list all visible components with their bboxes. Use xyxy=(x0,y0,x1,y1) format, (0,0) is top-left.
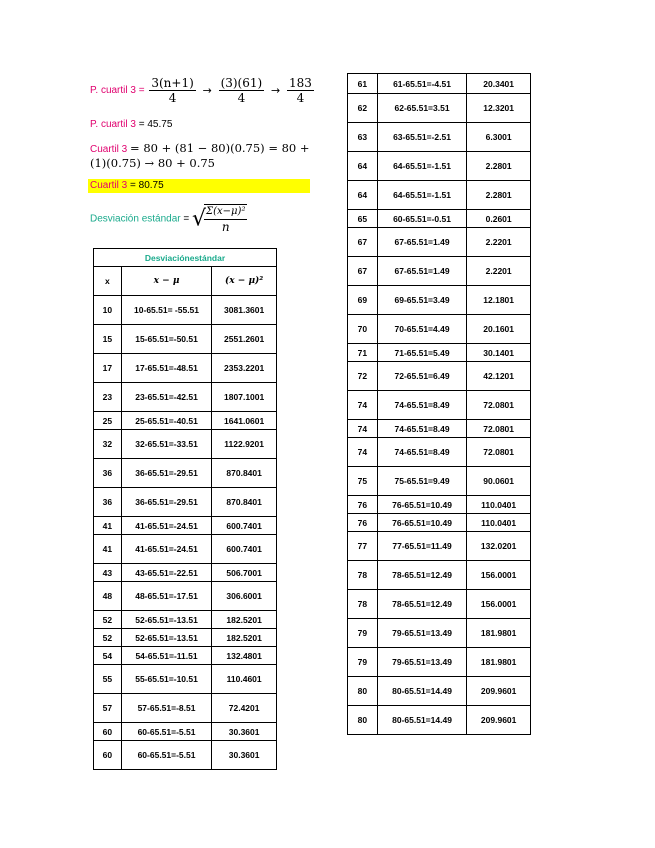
squared-cell: 1641.0601 xyxy=(212,412,277,430)
squared-cell: 72.0801 xyxy=(467,391,531,420)
difference-cell: 36-65.51=-29.51 xyxy=(121,459,212,488)
x-cell: 60 xyxy=(94,741,122,770)
difference-cell: 60-65.51=-0.51 xyxy=(377,210,467,228)
table-row xyxy=(348,315,531,344)
difference-cell: 25-65.51=-40.51 xyxy=(121,412,212,430)
table-row xyxy=(348,152,531,181)
difference-cell: 41-65.51=-24.51 xyxy=(121,535,212,564)
x-cell: 25 xyxy=(94,412,122,430)
cuartil-calc-line1: = 80 + (81 − 80)(0.75) = 80 + xyxy=(130,141,310,155)
fraction-2-denominator: 4 xyxy=(237,91,246,105)
difference-cell: 79-65.51=13.49 xyxy=(377,648,467,677)
table-row xyxy=(94,564,277,582)
difference-cell: 74-65.51=8.49 xyxy=(377,420,467,438)
squared-cell: 20.3401 xyxy=(467,74,531,94)
difference-cell: 76-65.51=10.49 xyxy=(377,496,467,514)
fraction-1-denominator: 4 xyxy=(168,91,177,105)
squared-cell: 110.0401 xyxy=(467,496,531,514)
table-row xyxy=(348,257,531,286)
table-row xyxy=(348,344,531,362)
squared-cell: 30.3601 xyxy=(212,741,277,770)
difference-cell: 10-65.51= -55.51 xyxy=(121,296,212,325)
sqrt-numerator: Σ(x−μ)² xyxy=(204,205,247,220)
difference-cell: 63-65.51=-2.51 xyxy=(377,123,467,152)
sqrt-icon: √ xyxy=(192,206,207,232)
x-cell: 52 xyxy=(94,629,122,647)
x-cell: 74 xyxy=(348,420,378,438)
difference-cell: 54-65.51=-11.51 xyxy=(121,647,212,665)
squared-cell: 182.5201 xyxy=(212,611,277,629)
squared-cell: 2.2801 xyxy=(467,152,531,181)
x-cell: 61 xyxy=(348,74,378,94)
squared-cell: 156.0001 xyxy=(467,561,531,590)
table-row xyxy=(94,535,277,564)
x-cell: 62 xyxy=(348,94,378,123)
x-cell: 36 xyxy=(94,488,122,517)
table-row xyxy=(94,488,277,517)
difference-cell: 48-65.51=-17.51 xyxy=(121,582,212,611)
table-row xyxy=(348,228,531,257)
squared-cell: 132.0201 xyxy=(467,532,531,561)
squared-cell: 306.6001 xyxy=(212,582,277,611)
x-cell: 72 xyxy=(348,362,378,391)
fraction-3-numerator: 183 xyxy=(288,76,312,90)
table-row xyxy=(348,706,531,735)
cuartil-position-value: = 45.75 xyxy=(138,119,173,130)
x-cell: 76 xyxy=(348,514,378,532)
difference-cell: 36-65.51=-29.51 xyxy=(121,488,212,517)
table-row xyxy=(94,665,277,694)
x-cell: 15 xyxy=(94,325,122,354)
squared-cell: 181.9801 xyxy=(467,648,531,677)
difference-cell: 77-65.51=11.49 xyxy=(377,532,467,561)
squared-cell: 42.1201 xyxy=(467,362,531,391)
x-cell: 54 xyxy=(94,647,122,665)
difference-cell: 67-65.51=1.49 xyxy=(377,228,467,257)
squared-cell: 156.0001 xyxy=(467,590,531,619)
table-row xyxy=(348,438,531,467)
x-cell: 48 xyxy=(94,582,122,611)
table-row xyxy=(348,467,531,496)
squared-cell: 1122.9201 xyxy=(212,430,277,459)
table-row xyxy=(348,648,531,677)
x-cell: 74 xyxy=(348,391,378,420)
x-cell: 55 xyxy=(94,665,122,694)
squared-cell: 0.2601 xyxy=(467,210,531,228)
difference-cell: 62-65.51=3.51 xyxy=(377,94,467,123)
x-cell: 79 xyxy=(348,648,378,677)
squared-cell: 506.7001 xyxy=(212,564,277,582)
difference-cell: 67-65.51=1.49 xyxy=(377,257,467,286)
x-cell: 60 xyxy=(94,723,122,741)
x-cell: 80 xyxy=(348,706,378,735)
cuartil-calc-label: Cuartil 3 xyxy=(90,144,128,155)
desviacion-label: Desviación estándar xyxy=(90,213,181,225)
x-cell: 78 xyxy=(348,590,378,619)
fraction-3-denominator: 4 xyxy=(296,91,305,105)
x-cell: 75 xyxy=(348,467,378,496)
cuartil-formula-label: P. cuartil 3 = xyxy=(90,85,145,97)
x-cell: 67 xyxy=(348,257,378,286)
squared-cell: 2.2801 xyxy=(467,181,531,210)
cuartil-calculation xyxy=(90,142,310,156)
table-row xyxy=(348,561,531,590)
table-row xyxy=(94,629,277,647)
fraction-2 xyxy=(219,76,265,105)
cuartil-calc-line2: (1)(0.75) → 80 + 0.75 xyxy=(90,156,216,170)
left-deviation-table xyxy=(93,248,277,770)
table-row xyxy=(348,532,531,561)
squared-cell: 110.4601 xyxy=(212,665,277,694)
difference-cell: 79-65.51=13.49 xyxy=(377,619,467,648)
sqrt-fraction xyxy=(204,204,247,234)
squared-cell: 209.9601 xyxy=(467,677,531,706)
x-cell: 57 xyxy=(94,694,122,723)
x-cell: 36 xyxy=(94,459,122,488)
cuartil-position-label: P. cuartil 3 xyxy=(90,119,136,130)
arrow-icon: → xyxy=(202,84,212,97)
table-row xyxy=(348,391,531,420)
squared-cell: 20.1601 xyxy=(467,315,531,344)
desviacion-eq: = xyxy=(183,213,190,225)
squared-cell: 209.9601 xyxy=(467,706,531,735)
squared-cell: 110.0401 xyxy=(467,514,531,532)
difference-cell: 80-65.51=14.49 xyxy=(377,677,467,706)
x-cell: 32 xyxy=(94,430,122,459)
squared-cell: 182.5201 xyxy=(212,629,277,647)
squared-cell: 600.7401 xyxy=(212,535,277,564)
table-row xyxy=(94,430,277,459)
difference-cell: 71-65.51=5.49 xyxy=(377,344,467,362)
table-row xyxy=(348,74,531,94)
squared-cell: 12.1801 xyxy=(467,286,531,315)
difference-cell: 74-65.51=8.49 xyxy=(377,438,467,467)
squared-cell: 181.9801 xyxy=(467,619,531,648)
x-cell: 67 xyxy=(348,228,378,257)
squared-cell: 12.3201 xyxy=(467,94,531,123)
table-row xyxy=(94,383,277,412)
table-row xyxy=(94,296,277,325)
table-row xyxy=(348,496,531,514)
table-row xyxy=(94,741,277,770)
difference-cell: 32-65.51=-33.51 xyxy=(121,430,212,459)
squared-cell: 870.8401 xyxy=(212,488,277,517)
table-row xyxy=(348,420,531,438)
cuartil-result-label: Cuartil 3 xyxy=(90,180,128,191)
table-row xyxy=(348,123,531,152)
squared-cell: 870.8401 xyxy=(212,459,277,488)
squared-cell: 2.2201 xyxy=(467,228,531,257)
table-title: Desviaciónestándar xyxy=(94,249,277,267)
squared-cell: 30.1401 xyxy=(467,344,531,362)
table-row xyxy=(348,181,531,210)
table-row xyxy=(348,94,531,123)
x-cell: 41 xyxy=(94,535,122,564)
difference-cell: 52-65.51=-13.51 xyxy=(121,629,212,647)
x-cell: 64 xyxy=(348,181,378,210)
cuartil-formula xyxy=(90,76,316,105)
difference-cell: 41-65.51=-24.51 xyxy=(121,517,212,535)
table-row xyxy=(348,590,531,619)
table-row xyxy=(94,412,277,430)
x-cell: 78 xyxy=(348,561,378,590)
table-row xyxy=(348,286,531,315)
x-cell: 41 xyxy=(94,517,122,535)
table-row xyxy=(94,694,277,723)
squared-cell: 132.4801 xyxy=(212,647,277,665)
squared-cell: 30.3601 xyxy=(212,723,277,741)
difference-cell: 64-65.51=-1.51 xyxy=(377,152,467,181)
table-row xyxy=(94,611,277,629)
table-row xyxy=(94,582,277,611)
table-row xyxy=(94,647,277,665)
right-deviation-table xyxy=(347,73,531,735)
x-cell: 80 xyxy=(348,677,378,706)
difference-cell: 15-65.51=-50.51 xyxy=(121,325,212,354)
difference-cell: 17-65.51=-48.51 xyxy=(121,354,212,383)
table-row xyxy=(94,325,277,354)
difference-cell: 72-65.51=6.49 xyxy=(377,362,467,391)
difference-cell: 70-65.51=4.49 xyxy=(377,315,467,344)
x-cell: 64 xyxy=(348,152,378,181)
cuartil-result-value: = 80.75 xyxy=(130,180,164,191)
difference-cell: 64-65.51=-1.51 xyxy=(377,181,467,210)
x-cell: 74 xyxy=(348,438,378,467)
x-cell: 71 xyxy=(348,344,378,362)
squared-cell: 72.4201 xyxy=(212,694,277,723)
squared-cell: 3081.3601 xyxy=(212,296,277,325)
fraction-1-numerator: 3(n+1) xyxy=(151,76,194,90)
fraction-1 xyxy=(149,76,195,105)
table-row xyxy=(348,677,531,706)
arrow-icon: → xyxy=(270,84,281,97)
table-row xyxy=(348,619,531,648)
squared-cell: 72.0801 xyxy=(467,420,531,438)
difference-cell: 69-65.51=3.49 xyxy=(377,286,467,315)
header-x: x xyxy=(94,267,122,296)
x-cell: 23 xyxy=(94,383,122,412)
squared-cell: 2.2201 xyxy=(467,257,531,286)
header-squared: (x − μ)² xyxy=(212,267,277,296)
table-row xyxy=(348,210,531,228)
x-cell: 17 xyxy=(94,354,122,383)
difference-cell: 61-65.51=-4.51 xyxy=(377,74,467,94)
squared-cell: 600.7401 xyxy=(212,517,277,535)
x-cell: 65 xyxy=(348,210,378,228)
x-cell: 69 xyxy=(348,286,378,315)
squared-cell: 2353.2201 xyxy=(212,354,277,383)
difference-cell: 55-65.51=-10.51 xyxy=(121,665,212,694)
difference-cell: 78-65.51=12.49 xyxy=(377,590,467,619)
table-row xyxy=(94,459,277,488)
squared-cell: 1807.1001 xyxy=(212,383,277,412)
cuartil-result xyxy=(88,179,310,193)
cuartil-position xyxy=(90,118,172,131)
x-cell: 10 xyxy=(94,296,122,325)
x-cell: 79 xyxy=(348,619,378,648)
sqrt-denominator: n xyxy=(221,220,230,234)
difference-cell: 76-65.51=10.49 xyxy=(377,514,467,532)
x-cell: 76 xyxy=(348,496,378,514)
x-cell: 70 xyxy=(348,315,378,344)
difference-cell: 74-65.51=8.49 xyxy=(377,391,467,420)
squared-cell: 6.3001 xyxy=(467,123,531,152)
fraction-3 xyxy=(287,76,314,105)
x-cell: 43 xyxy=(94,564,122,582)
desviacion-formula xyxy=(90,204,249,234)
table-row xyxy=(94,354,277,383)
squared-cell: 2551.2601 xyxy=(212,325,277,354)
x-cell: 77 xyxy=(348,532,378,561)
difference-cell: 60-65.51=-5.51 xyxy=(121,723,212,741)
table-row xyxy=(94,517,277,535)
x-cell: 63 xyxy=(348,123,378,152)
table-row xyxy=(348,514,531,532)
difference-cell: 52-65.51=-13.51 xyxy=(121,611,212,629)
squared-cell: 72.0801 xyxy=(467,438,531,467)
difference-cell: 57-65.51=-8.51 xyxy=(121,694,212,723)
difference-cell: 43-65.51=-22.51 xyxy=(121,564,212,582)
header-x-minus-mu: x − μ xyxy=(121,267,212,296)
squared-cell: 90.0601 xyxy=(467,467,531,496)
fraction-2-numerator: (3)(61) xyxy=(220,76,263,90)
table-row xyxy=(348,362,531,391)
x-cell: 52 xyxy=(94,611,122,629)
difference-cell: 80-65.51=14.49 xyxy=(377,706,467,735)
difference-cell: 78-65.51=12.49 xyxy=(377,561,467,590)
difference-cell: 23-65.51=-42.51 xyxy=(121,383,212,412)
difference-cell: 60-65.51=-5.51 xyxy=(121,741,212,770)
difference-cell: 75-65.51=9.49 xyxy=(377,467,467,496)
table-row xyxy=(94,723,277,741)
